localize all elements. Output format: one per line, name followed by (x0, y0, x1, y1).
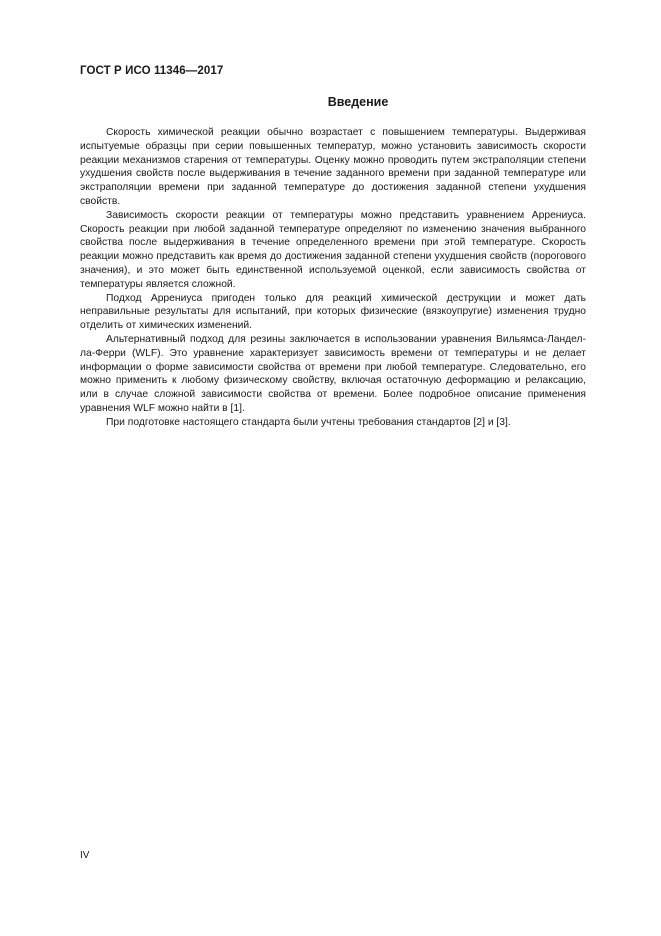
paragraph: Альтернативный подход для резины заключается в использовании уравнения Вильямса-Ландел-ла-Ферри (WLF). Это уравнение характеризует зависимость времени от температуры и не делает информации о форме зависимости свойства от времени при любой температуре. Следовательно, его можно применить к любому физическому свойству, включая остаточную деформацию и релаксацию, или в случае сложной зависимости свойства от времени. Более подробное описание применения уравнения WLF можно найти в [1]. (80, 333, 586, 414)
page-number: IV (80, 850, 90, 861)
paragraph: Скорость химической реакции обычно возрастает с повышением температуры. Выдерживая испытуемые образцы при серии повышенных температур, можно установить зависимость скорости реакции механизмов старения от температуры. Оценку можно проводить путем экстраполяции степени ухудшения свойств после выдерживания в течение заданного времени при заданной температуре или экстраполяции времени при заданной температуре до достижения заданной степени ухудшения свойств. (80, 127, 586, 207)
section-title: Введение (327, 95, 389, 109)
introduction-body (80, 126, 586, 430)
paragraph: Подход Аррениуса пригоден только для реакций химической деструкции и может дать неправильные результаты для испытаний, при которых физические (вязкоупругие) изменения трудно отделить от химических изменений. (80, 292, 586, 332)
standard-header: ГОСТ Р ИСО 11346—2017 (80, 65, 224, 77)
paragraph: При подготовке настоящего стандарта были учтены требования стандартов [2] и [3]. (106, 416, 511, 428)
paragraph: Зависимость скорости реакции от температуры можно представить уравнением Аррениуса. Скорость реакции при любой заданной температуре определяют по изменению значения выбранного свойства после выдерживания в течение определенного времени при этой температуре. Скорость реакции можно представить как время до достижения заданной степени ухудшения свойств (порогового значения), и это может быть единственной используемой оценкой, если зависимость свойства от температуры является сложной. (80, 209, 586, 290)
